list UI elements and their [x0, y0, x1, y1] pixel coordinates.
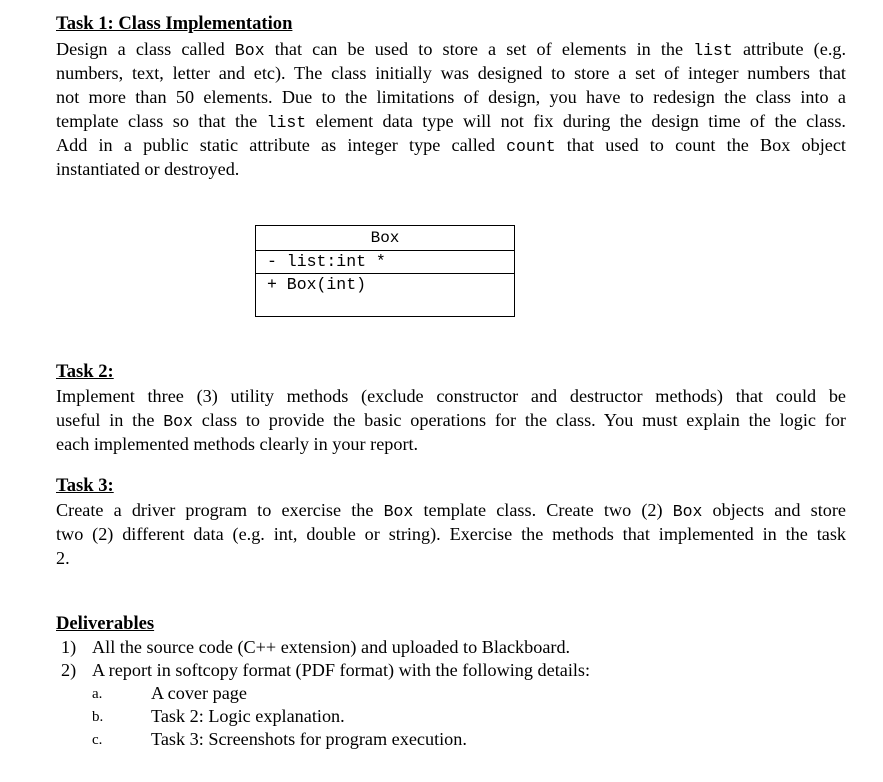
- subitem-letter: c.: [92, 732, 103, 748]
- task1-paragraph: [56, 37, 846, 181]
- paragraph-line: Create a driver program to exercise the Box template class. Create two (2) Box objects and store: [56, 500, 846, 521]
- deliverable-number: 2): [61, 660, 77, 680]
- task3-paragraph: [56, 498, 846, 570]
- uml-class-diagram: [255, 225, 515, 317]
- inline-code: Box: [672, 502, 703, 521]
- deliverable-number: 1): [61, 637, 77, 657]
- paragraph-line: instantiated or destroyed.: [56, 159, 240, 179]
- task2-paragraph: [56, 384, 846, 456]
- paragraph-line: two (2) different data (e.g. int, double or string). Exercise the methods that implemented in the task: [56, 524, 846, 544]
- paragraph-line: Implement three (3) utility methods (exclude constructor and destructor methods) that could be: [56, 386, 846, 406]
- subitem-text: Task 3: Screenshots for program execution.: [151, 729, 467, 749]
- paragraph-line: numbers, text, letter and etc). The class initially was designed to store a set of integer numbers that: [56, 63, 846, 83]
- uml-class-name: Box: [256, 226, 514, 251]
- uml-method: + Box(int): [267, 275, 367, 294]
- task2-heading: Task 2:: [56, 361, 114, 382]
- inline-code: list: [266, 113, 307, 132]
- inline-code: count: [506, 137, 556, 156]
- paragraph-line: each implemented methods clearly in your report.: [56, 434, 419, 454]
- paragraph-line: Add in a public static attribute as integer type called count that used to count the Box object: [56, 135, 846, 156]
- inline-code: Box: [163, 412, 193, 431]
- subitem-letter: b.: [92, 709, 104, 725]
- uml-attribute: - list:int *: [256, 250, 514, 274]
- inline-code: Box: [383, 502, 414, 521]
- subitem-text: A cover page: [151, 683, 247, 703]
- paragraph-line: useful in the Box class to provide the basic operations for the class. You must explain the logic for: [56, 410, 846, 431]
- deliverables-heading: Deliverables: [56, 613, 155, 634]
- deliverable-text: A report in softcopy format (PDF format) with the following details:: [92, 660, 591, 680]
- inline-code: list: [693, 41, 733, 60]
- paragraph-line: Design a class called Box that can be used to store a set of elements in the list attribute (e.g.: [56, 39, 846, 60]
- subitem-letter: a.: [92, 686, 103, 702]
- paragraph-line: 2.: [56, 548, 70, 568]
- task1-heading: Task 1: Class Implementation: [56, 13, 293, 34]
- paragraph-line: template class so that the list element data type will not fix during the design time of the class.: [56, 111, 846, 132]
- inline-code: Box: [234, 41, 265, 60]
- task3-heading: Task 3:: [56, 475, 114, 496]
- subitem-text: Task 2: Logic explanation.: [151, 706, 345, 726]
- deliverable-text: All the source code (C++ extension) and uploaded to Blackboard.: [92, 637, 571, 657]
- paragraph-line: not more than 50 elements. Due to the limitations of design, you have to redesign the class into a: [56, 87, 846, 107]
